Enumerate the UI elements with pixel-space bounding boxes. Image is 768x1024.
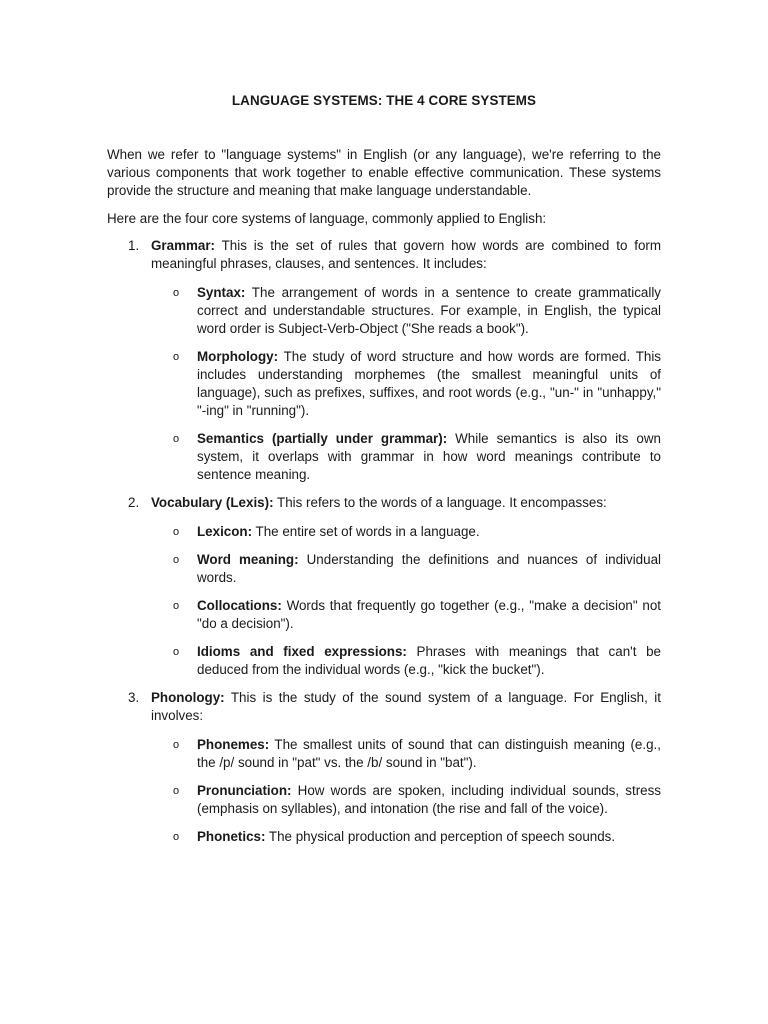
circle-bullet-icon: o [173,433,180,445]
sub-list [151,284,661,484]
document-title: LANGUAGE SYSTEMS: THE 4 CORE SYSTEMS [231,93,537,108]
list-item [151,284,661,338]
item-term: Idioms and fixed expressions: [197,644,407,659]
item-text: How words are spoken, including individual sounds, stress (emphasis on syllables), and intonation (the rise and fall of the voice). [197,783,661,816]
circle-bullet-icon: o [173,526,180,538]
section-term: Phonology: [151,690,225,705]
item-text: The physical production and perception of speech sounds. [265,829,616,844]
list-item [151,551,661,587]
item-text: While semantics is also its own system, it overlaps with grammar in how word meanings contribute to sentence meaning. [197,431,661,482]
circle-bullet-icon: o [173,785,180,797]
circle-bullet-icon: o [173,739,180,751]
item-term: Lexicon: [197,524,253,539]
circle-bullet-icon: o [173,287,180,299]
item-text: The arrangement of words in a sentence to create grammatically correct and understandable structures. For example, in English, the typical word order is Subject-Verb-Object ("She reads a book"). [197,285,661,336]
section-number: 3. [128,690,140,705]
circle-bullet-icon: o [173,831,180,843]
item-text: The entire set of words in a language. [252,524,480,539]
item-text: Understanding the definitions and nuances of individual words. [197,552,661,585]
list-item [151,348,661,420]
item-term: Morphology: [197,349,279,364]
list-item [151,430,661,484]
item-term: Phonetics: [197,829,266,844]
list-item [151,597,661,633]
core-systems-list [107,237,661,846]
section-term: Vocabulary (Lexis): [151,495,274,510]
section-number: 2. [128,495,140,510]
item-text: Words that frequently go together (e.g., "make a decision" not "do a decision"). [197,598,661,631]
section-grammar [107,237,661,484]
circle-bullet-icon: o [173,600,180,612]
item-text: The smallest units of sound that can distinguish meaning (e.g., the /p/ sound in "pat" vs. the /b/ sound in "bat"). [197,737,661,770]
circle-bullet-icon: o [173,554,180,566]
section-number: 1. [128,238,140,253]
list-item [151,828,661,846]
document-page [107,92,661,856]
section-text: This is the set of rules that govern how words are combined to form meaningful phrases, clauses, and sentences. It includes: [151,238,661,271]
section-vocabulary [107,494,661,679]
section-text: This refers to the words of a language. It encompasses: [273,495,607,510]
item-term: Word meaning: [197,552,299,567]
sub-list [151,523,661,679]
list-item [151,782,661,818]
intro-paragraph: When we refer to "language systems" in English (or any language), we're referring to the various components that work together to enable effective communication. These systems provide the structure and meaning that make language understandable. [107,147,661,198]
list-item [151,736,661,772]
section-text: This is the study of the sound system of a language. For English, it involves: [151,690,661,723]
item-term: Collocations: [197,598,282,613]
list-item [151,523,661,541]
item-text: Phrases with meanings that can't be deduced from the individual words (e.g., "kick the bucket"). [197,644,661,677]
section-phonology [107,689,661,846]
item-term: Phonemes: [197,737,270,752]
lead-in-paragraph: Here are the four core systems of language, commonly applied to English: [107,211,547,226]
item-term: Syntax: [197,285,246,300]
circle-bullet-icon: o [173,646,180,658]
list-item [151,643,661,679]
section-term: Grammar: [151,238,216,253]
item-text: The study of word structure and how words are formed. This includes understanding morphemes (the smallest meaningful units of language), such as prefixes, suffixes, and root words (e.g., "un-" in "unhappy," "-ing" in "running"). [197,349,661,418]
item-term: Pronunciation: [197,783,292,798]
item-term: Semantics (partially under grammar): [197,431,448,446]
sub-list [151,736,661,846]
circle-bullet-icon: o [173,351,180,363]
